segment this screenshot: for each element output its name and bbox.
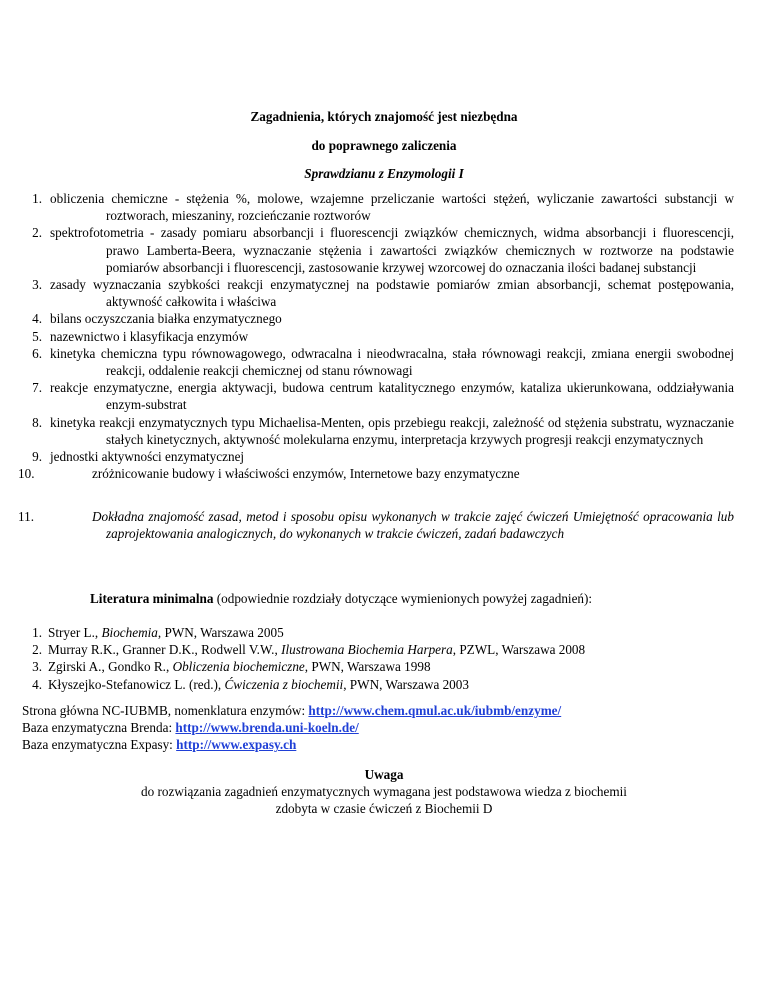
link-brenda[interactable]: http://www.brenda.uni-koeln.de/ xyxy=(175,720,359,736)
literature-list xyxy=(0,624,768,693)
item-number: 10. xyxy=(18,466,35,482)
book-number: 1. xyxy=(32,625,42,640)
list-item xyxy=(0,276,768,310)
list-item xyxy=(0,310,768,327)
literature-heading xyxy=(90,590,750,607)
list-item xyxy=(0,465,768,482)
book-title: Ćwiczenia z biochemii xyxy=(224,676,344,692)
book-item xyxy=(0,624,768,641)
item-text: zasady wyznaczania szybkości reakcji enzymatycznej na podstawie pomiarów zmian absorbancji, schemat postępowania, aktywność całkowita i właściwa xyxy=(50,277,734,310)
link-label: Baza enzymatyczna Brenda: xyxy=(22,720,176,736)
book-item xyxy=(0,676,768,693)
book-item xyxy=(0,658,768,675)
link-row xyxy=(22,736,762,753)
item-text: Dokładna znajomość zasad, metod i sposobu opisu wykonanych w trakcie zajęć ćwiczeń Umiejętność opracowania lub zaprojektowania analogicznych, do wykonanych w trakcie ćwiczeń, zadań badawczych xyxy=(92,509,734,542)
item-number: 6. xyxy=(32,345,42,361)
header-line-3: Sprawdzianu z Enzymologii I xyxy=(304,166,464,182)
list-item xyxy=(0,345,768,379)
book-title: Obliczenia biochemiczne xyxy=(172,659,305,675)
note-title: Uwaga xyxy=(364,767,404,782)
book-publisher: , PWN, Warszawa 2005 xyxy=(157,625,284,640)
link-expasy[interactable]: http://www.expasy.ch xyxy=(176,737,297,753)
link-row xyxy=(22,702,762,719)
list-item xyxy=(0,379,768,413)
note-line-2: zdobyta w czasie ćwiczeń z Biochemii D xyxy=(275,801,493,817)
book-authors: Kłyszejko-Stefanowicz L. (red.), xyxy=(48,676,225,692)
book-publisher: , PZWL, Warszawa 2008 xyxy=(452,642,586,658)
item-number: 9. xyxy=(32,449,42,465)
item-text: reakcje enzymatyczne, energia aktywacji, budowa centrum katalitycznego enzymów, kataliza ukierunkowana, oddziaływania enzym-substrat xyxy=(50,380,734,413)
book-publisher: , PWN, Warszawa 1998 xyxy=(304,659,431,675)
link-row xyxy=(22,719,762,736)
item-number: 7. xyxy=(32,380,42,396)
header-line-2: do poprawnego zaliczenia xyxy=(311,137,457,153)
list-item xyxy=(0,448,768,465)
item-text: obliczenia chemiczne - stężenia %, molowe, wzajemne przeliczanie wartości stężeń, wyliczanie zawartości substancji w roztworach, mieszaniny, rozcieńczanie roztworów xyxy=(50,191,734,224)
link-label: Baza enzymatyczna Expasy: xyxy=(22,737,177,753)
note-section xyxy=(0,766,768,818)
item-number: 11. xyxy=(18,509,34,524)
link-nc-iubmb[interactable]: http://www.chem.qmul.ac.uk/iubmb/enzyme/ xyxy=(308,703,562,718)
list-item xyxy=(0,190,768,224)
list-item xyxy=(0,328,768,345)
item-text: nazewnictwo i klasyfikacja enzymów xyxy=(50,328,249,344)
item-number: 8. xyxy=(32,414,42,430)
book-authors: Stryer L., xyxy=(48,625,102,640)
item-number: 4. xyxy=(32,311,42,327)
list-item xyxy=(0,414,768,448)
book-number: 4. xyxy=(32,676,42,692)
book-title: Biochemia xyxy=(101,625,158,640)
book-authors: Murray R.K., Granner D.K., Rodwell V.W., xyxy=(48,642,282,658)
list-item xyxy=(0,224,768,276)
book-title: Ilustrowana Biochemia Harpera xyxy=(281,642,453,658)
item-number: 2. xyxy=(32,225,42,241)
book-publisher: , PWN, Warszawa 2003 xyxy=(343,676,469,692)
item-number: 5. xyxy=(32,328,42,344)
book-number: 3. xyxy=(32,659,42,675)
book-item xyxy=(0,641,768,658)
document-header xyxy=(0,108,768,194)
book-authors: Zgirski A., Gondko R., xyxy=(48,659,173,675)
item-text: spektrofotometria - zasady pomiaru absorbancji i fluorescencji związków chemicznych, widma absorbancji i fluorescencji, prawo Lamberta-Beera, wyznaczanie stężenia i zawartości związków chemicznych w roztworze na podstawie pomiarów absorbancji i fluorescencji, zastosowanie krzywej wzorcowej do oznaczania ilości badanej substancji xyxy=(50,225,734,275)
topics-list xyxy=(0,190,768,482)
item-text: kinetyka reakcji enzymatycznych typu Michaelisa-Menten, opis przebiegu reakcji, zależność od stężenia substratu, wyznaczanie stałych kinetycznych, aktywność molekularna enzymu, interpretacja krzywych progresji reakcji enzymatycznych xyxy=(50,414,734,447)
literature-title-rest: (odpowiednie rozdziały dotyczące wymienionych powyżej zagadnień): xyxy=(213,591,593,606)
literature-title-bold: Literatura minimalna xyxy=(90,591,214,606)
item-text: kinetyka chemiczna typu równowagowego, odwracalna i nieodwracalna, stała równowagi reakcji, zmiana energii swobodnej reakcji, oddalenie reakcji chemicznej od stanu równowagi xyxy=(50,345,734,379)
book-number: 2. xyxy=(32,642,42,658)
links-section xyxy=(22,702,762,754)
item-text: jednostki aktywności enzymatycznej xyxy=(50,449,245,465)
link-label: Strona główna NC-IUBMB, nomenklatura enzymów: xyxy=(22,703,309,718)
header-line-1: Zagadnienia, których znajomość jest niezbędna xyxy=(250,109,518,124)
item-text: bilans oczyszczania białka enzymatycznego xyxy=(50,311,282,327)
item-number: 3. xyxy=(32,277,42,293)
note-line-1: do rozwiązania zagadnień enzymatycznych wymagana jest podstawowa wiedza z biochemii xyxy=(141,784,627,800)
item-number: 1. xyxy=(32,191,42,206)
item-text: zróżnicowanie budowy i właściwości enzymów, Internetowe bazy enzymatyczne xyxy=(92,466,520,482)
